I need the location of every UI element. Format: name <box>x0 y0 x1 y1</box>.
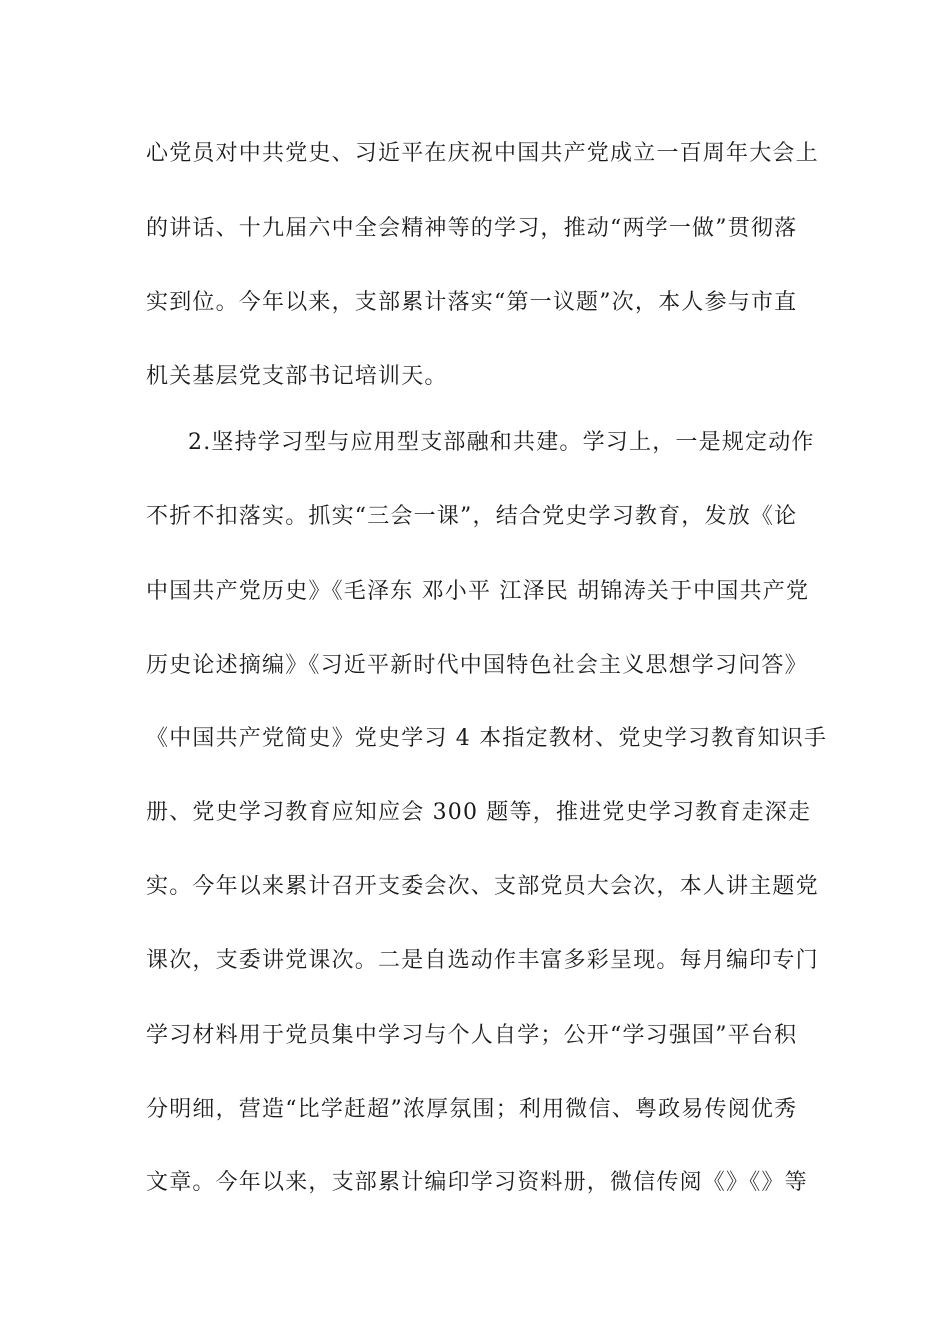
paragraph-line: 实。今年以来累计召开支委会次、支部党员大会次，本人讲主题党 <box>146 874 819 899</box>
paragraph-line: 的讲话、十九届六中全会精神等的学习，推动“两学一做”贯彻落 <box>146 216 798 241</box>
paragraph-line: 心党员对中共党史、习近平在庆祝中国共产党成立一百周年大会上 <box>146 141 819 166</box>
paragraph-line: 历史论述摘编》《习近平新时代中国特色社会主义思想学习问答》 <box>146 653 808 678</box>
paragraph-line: 不折不扣落实。抓实“三会一课”，结合党史学习教育，发放《论 <box>146 504 798 529</box>
paragraph-line: 《中国共产党简史》党史学习 4 本指定教材、党史学习教育知识手 <box>146 726 828 751</box>
paragraph-line: 中国共产党历史》《毛泽东 邓小平 江泽民 胡锦涛关于中国共产党 <box>146 579 810 604</box>
paragraph-line: 机关基层党支部书记培训天。 <box>146 364 448 389</box>
paragraph-line: 册、党史学习教育应知应会 300 题等，推进党史学习教育走深走 <box>146 800 812 825</box>
paragraph-line: 实到位。今年以来，支部累计落实“第一议题”次，本人参与市直 <box>146 290 798 315</box>
paragraph-line: 分明细，营造“比学赶超”浓厚氛围；利用微信、粤政易传阅优秀 <box>146 1097 798 1122</box>
paragraph-line: 2.坚持学习型与应用型支部融和共建。学习上，一是规定动作 <box>188 430 815 455</box>
paragraph-line: 课次，支委讲党课次。二是自选动作丰富多彩呈现。每月编印专门 <box>146 948 819 973</box>
paragraph-line: 文章。今年以来，支部累计编印学习资料册，微信传阅《》《》等 <box>146 1170 808 1195</box>
paragraph-line: 学习材料用于党员集中学习与个人自学；公开“学习强国”平台积 <box>146 1023 798 1048</box>
